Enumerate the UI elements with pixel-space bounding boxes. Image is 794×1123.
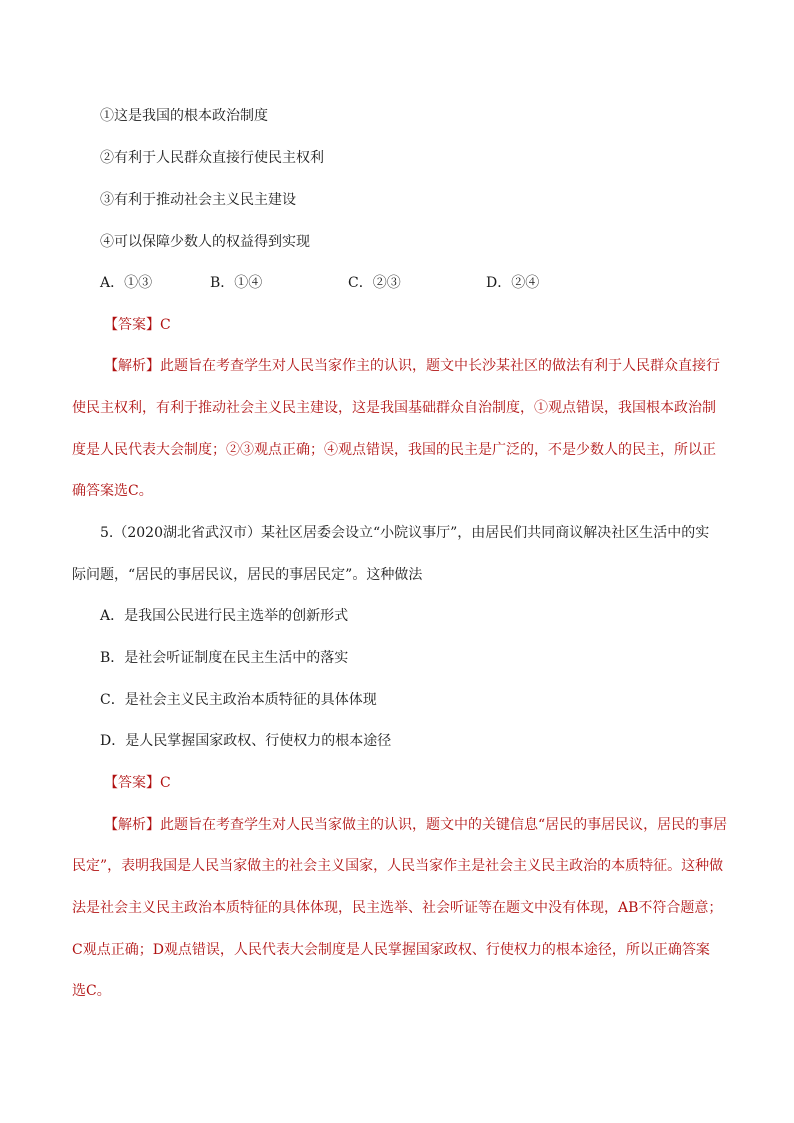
q5-answer <box>104 773 171 793</box>
answer-label: 【答案】 <box>104 317 160 333</box>
answer-value: C <box>160 775 171 791</box>
q4-statement-2: ②有利于人民群众直接行使民主权利 <box>100 150 324 166</box>
q5-option-b: B．是社会听证制度在民主生活中的落实 <box>100 650 349 666</box>
answer-value: C <box>160 317 171 333</box>
q5-option-d: D．是人民掌握国家政权、行使权力的根本途径 <box>100 733 392 749</box>
q4-explanation-line-4: 确答案选C。 <box>72 483 153 499</box>
q4-option-a: A．①③ <box>100 275 153 291</box>
q4-option-c: C．②③ <box>348 275 401 291</box>
q5-stem-line-2: 际问题，“居民的事居民议，居民的事居民定”。这种做法 <box>72 567 423 583</box>
q5-explanation-line-3: 法是社会主义民主政治本质特征的具体体现，民主选举、社会听证等在题文中没有体现，AB不符合题意； <box>72 900 723 916</box>
q4-statement-3: ③有利于推动社会主义民主建设 <box>100 192 296 208</box>
q4-statement-4: ④可以保障少数人的权益得到实现 <box>100 234 310 250</box>
q4-option-d: D．②④ <box>486 275 540 291</box>
q4-option-b: B．①④ <box>210 275 263 291</box>
q5-explanation-line-4: C观点正确；D观点错误，人民代表大会制度是人民掌握国家政权、行使权力的根本途径，所以正确答案 <box>72 942 710 958</box>
q5-explanation-line-1: 【解析】此题旨在考查学生对人民当家做主的认识，题文中的关键信息“居民的事居民议，居民的事居 <box>104 817 728 833</box>
answer-label: 【答案】 <box>104 775 160 791</box>
q5-option-a: A．是我国公民进行民主选举的创新形式 <box>100 608 349 624</box>
q5-explanation-line-2: 民定”，表明我国是人民当家做主的社会主义国家，人民当家作主是社会主义民主政治的本质特征。这种做 <box>72 858 724 874</box>
q5-option-c: C．是社会主义民主政治本质特征的具体体现 <box>100 692 377 708</box>
q4-explanation-line-2: 使民主权利，有利于推动社会主义民主建设，这是我国基础群众自治制度，①观点错误，我国根本政治制 <box>72 400 716 416</box>
q4-options <box>100 273 539 293</box>
q5-explanation-line-5: 选C。 <box>72 983 111 999</box>
q4-answer <box>104 315 171 335</box>
q4-explanation-line-1: 【解析】此题旨在考查学生对人民当家作主的认识，题文中长沙某社区的做法有利于人民群众直接行 <box>104 358 720 374</box>
q5-stem-line-1: 5.（2020湖北省武汉市）某社区居委会设立“小院议事厅”，由居民们共同商议解决社区生活中的实 <box>100 525 710 541</box>
q4-statement-1: ①这是我国的根本政治制度 <box>100 108 268 124</box>
q4-explanation-line-3: 度是人民代表大会制度；②③观点正确；④观点错误，我国的民主是广泛的，不是少数人的民主，所以正 <box>72 442 716 458</box>
